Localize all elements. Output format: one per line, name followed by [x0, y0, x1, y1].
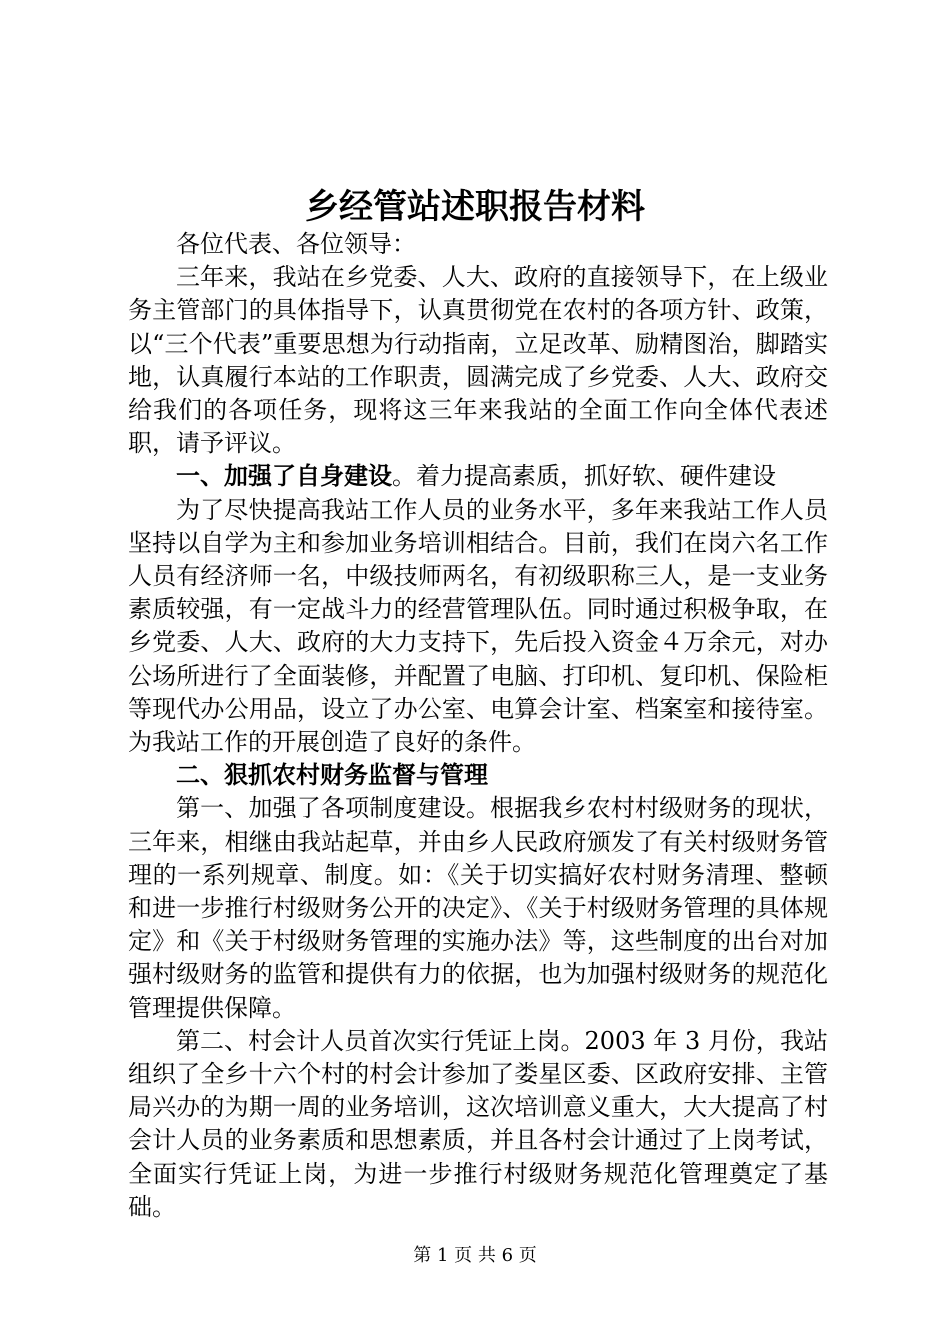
document-title: 乡经管站述职报告材料 [305, 187, 645, 227]
section-1-subheading: 。着力提高素质，抓好软、硬件建设 [392, 462, 776, 491]
section-2-paragraph-1: 第一、加强了各项制度建设。根据我乡农村村级财务的现状，三年来，相继由我站起草，并由乡人民政府颁发了有关村级财务管理的一系列规章、制度。如：《关于切实搞好农村财务清理、整顿和进一步推行村级财务公开的决定》、《关于村级财务管理的具体规定》和《关于村级财务管理的实施办法》等，这些制度的出台对加强村级财务的监管和提供有力的依据，也为加强村级财务的规范化管理提供保障。 [128, 794, 828, 1022]
section-1-paragraph: 为了尽快提高我站工作人员的业务水平，多年来我站工作人员坚持以自学为主和参加业务培训相结合。目前，我们在岗六名工作人员有经济师一名，中级技师两名，有初级职称三人，是一支业务素质较强，有一定战斗力的经营管理队伍。同时通过积极争取，在乡党委、人大、政府的大力支持下，先后投入资金４万余元，对办公场所进行了全面装修，并配置了电脑、打印机、复印机、保险柜等现代办公用品，设立了办公室、电算会计室、档案室和接待室。为我站工作的开展创造了良好的条件。 [128, 495, 828, 757]
section-2-heading: 二、狠抓农村财务监督与管理 [176, 761, 488, 790]
intro-paragraph: 三年来，我站在乡党委、人大、政府的直接领导下，在上级业务主管部门的具体指导下，认真贯彻党在农村的各项方针、政策，以“三个代表”重要思想为行动指南，立足改革、励精图治，脚踏实地，认真履行本站的工作职责，圆满完成了乡党委、人大、政府交给我们的各项任务，现将这三年来我站的全面工作向全体代表述职，请予评议。 [128, 263, 828, 458]
salutation: 各位代表、各位领导： [176, 230, 416, 258]
section-2-paragraph-2: 第二、村会计人员首次实行凭证上岗。2003 年 3 月份，我站组织了全乡十六个村的村会计参加了娄星区委、区政府安排、主管局兴办的为期一周的业务培训，这次培训意义重大，大大提高了村会计人员的业务素质和思想素质，并且各村会计通过了上岗考试，全面实行凭证上岗，为进一步推行村级财务规范化管理奠定了基础。 [128, 1026, 828, 1221]
page-footer: 第 1 页 共 6 页 [413, 1245, 537, 1266]
section-1-heading-line [128, 460, 828, 493]
section-1-heading: 一、加强了自身建设 [176, 462, 392, 491]
document-body [128, 228, 828, 1224]
